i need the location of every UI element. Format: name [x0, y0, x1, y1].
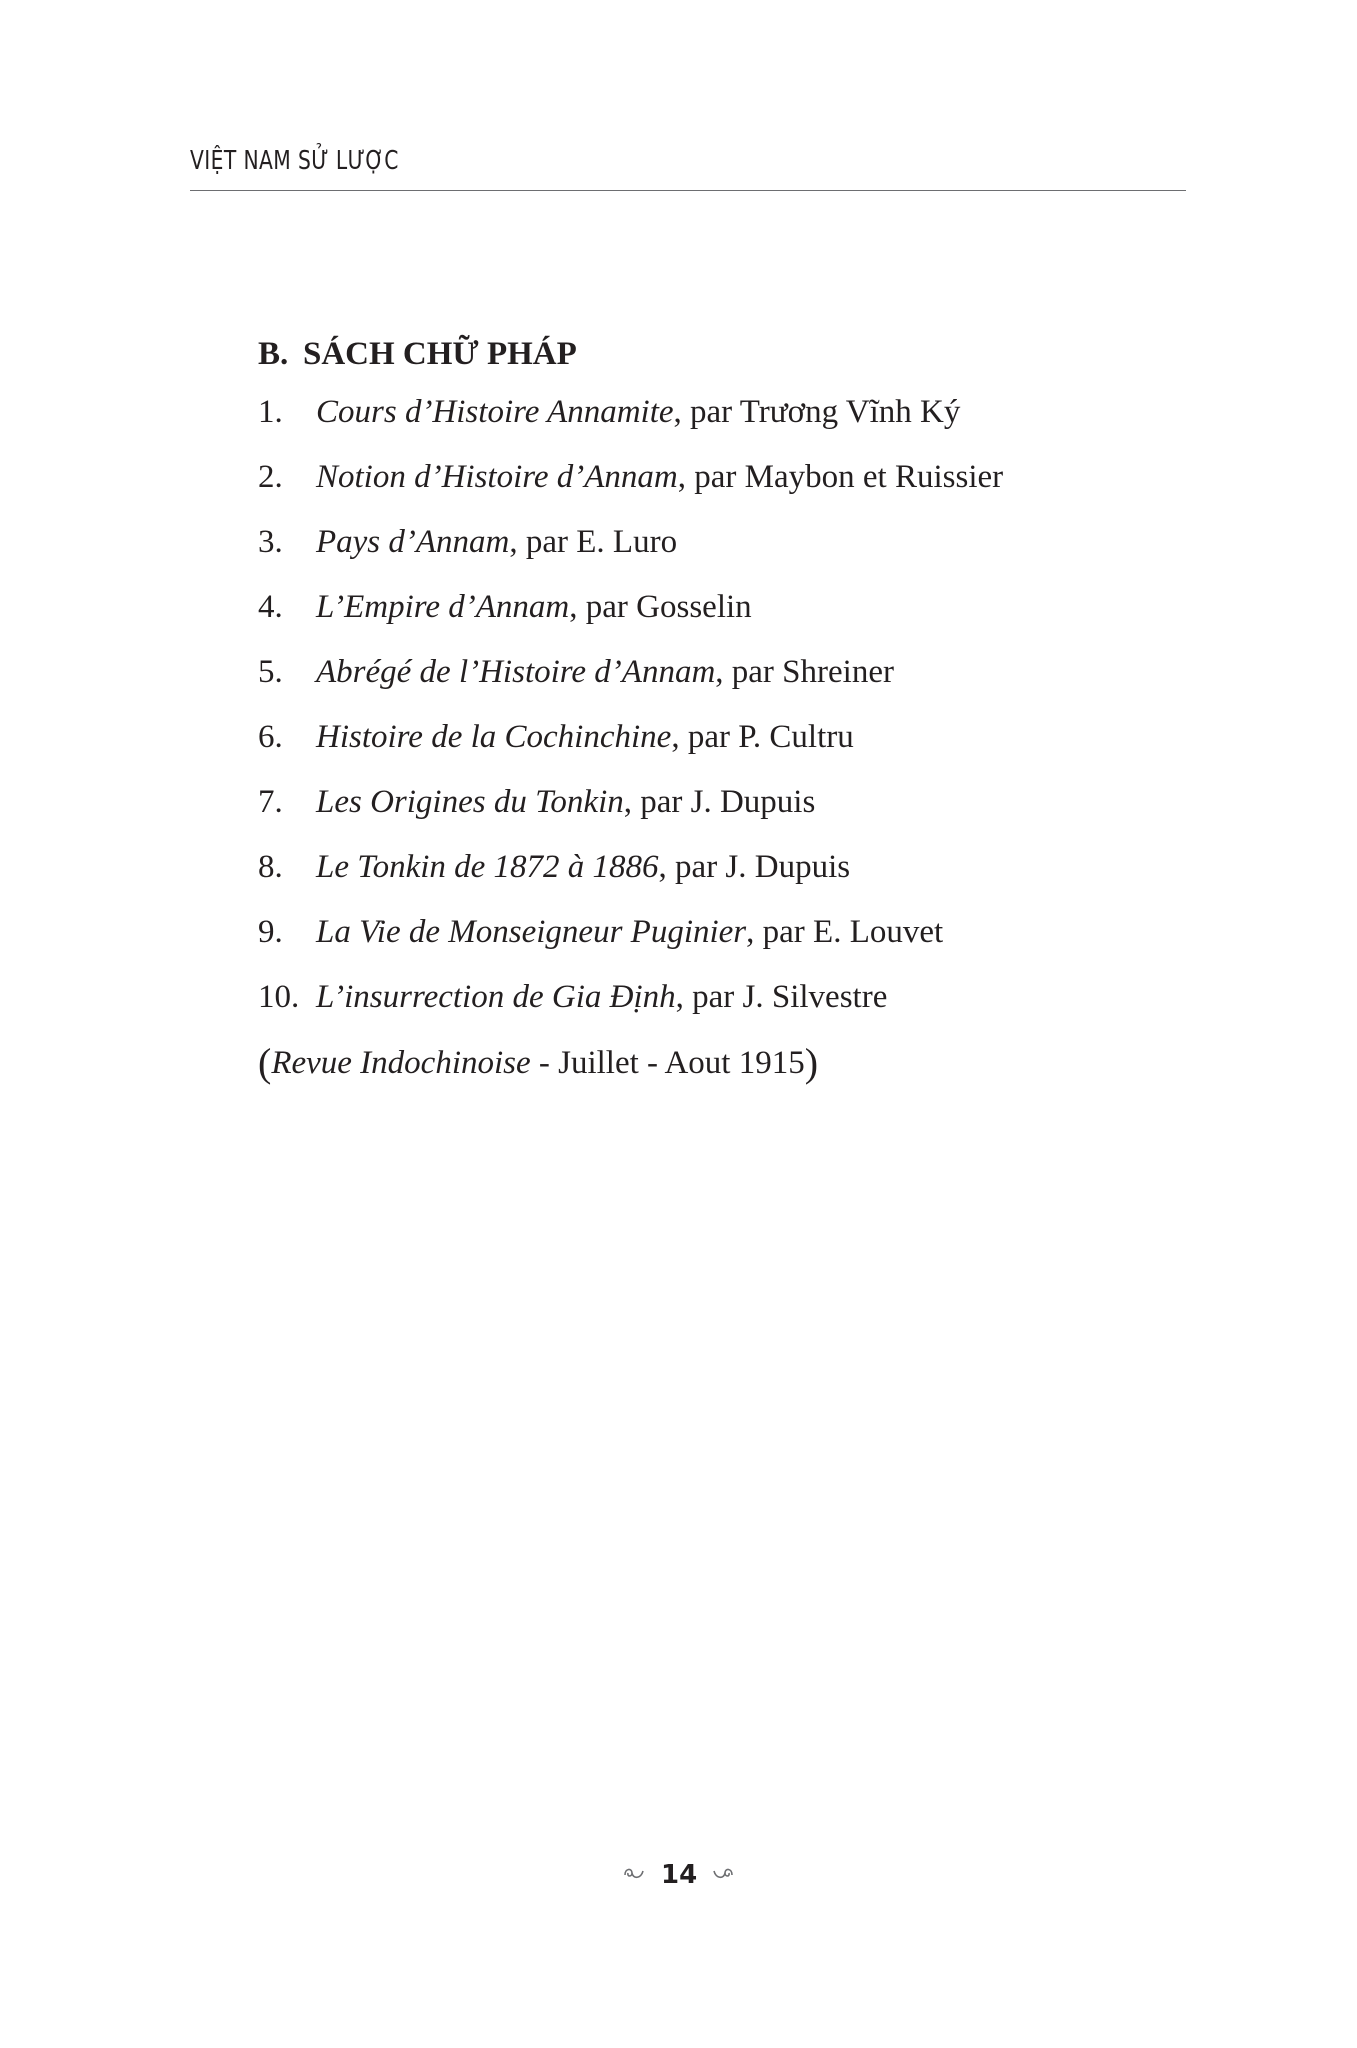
reference-item [258, 770, 1158, 835]
reference-title: Histoire de la Cochinchine [316, 719, 672, 755]
reference-list [258, 380, 1158, 1030]
reference-author: , par Shreiner [715, 654, 894, 690]
reference-author: , par J. Dupuis [658, 849, 851, 885]
left-ornament-icon [623, 1862, 651, 1886]
reference-author: , par P. Cultru [671, 719, 854, 755]
journal-date: - Juillet - Aout 1915 [530, 1045, 805, 1081]
reference-item [258, 640, 1158, 705]
reference-number: 9. [258, 914, 283, 950]
reference-author: , par E. Louvet [746, 914, 944, 950]
page-footer [0, 1860, 1357, 1890]
reference-item [258, 965, 1158, 1030]
reference-title: L’insurrection de Gia Định [316, 979, 676, 1015]
bibliography-section [258, 328, 1158, 1095]
reference-author: , par E. Luro [509, 524, 678, 560]
reference-item [258, 575, 1158, 640]
reference-number: 2. [258, 459, 283, 495]
reference-author: , par J. Dupuis [623, 784, 816, 820]
reference-title: L’Empire d’Annam [316, 589, 570, 625]
header-rule [190, 190, 1186, 191]
close-paren: ) [804, 1040, 819, 1085]
section-heading [258, 328, 1158, 380]
reference-title: Cours d’Histoire Annamite [316, 394, 674, 430]
reference-author: , par Maybon et Ruissier [677, 459, 1004, 495]
section-letter: B. [258, 336, 289, 372]
reference-title: Le Tonkin de 1872 à 1886 [316, 849, 659, 885]
running-head-title: VIỆT NAM SỬ LƯỢC [190, 146, 399, 176]
section-title: SÁCH CHỮ PHÁP [303, 336, 577, 372]
reference-number: 3. [258, 524, 283, 560]
reference-title: La Vie de Monseigneur Puginier [316, 914, 747, 950]
open-paren: ( [258, 1040, 272, 1085]
right-ornament-icon [712, 1862, 734, 1886]
page-number: 14 [661, 1860, 698, 1890]
reference-title: Notion d’Histoire d’Annam [316, 459, 678, 495]
reference-item [258, 445, 1158, 510]
reference-title: Pays d’Annam [316, 524, 510, 560]
reference-title: Abrégé de l’Histoire d’Annam [316, 654, 716, 690]
reference-author: , par J. Silvestre [675, 979, 888, 1015]
reference-author: , par Gosselin [569, 589, 752, 625]
reference-number: 1. [258, 394, 283, 430]
reference-number: 8. [258, 849, 283, 885]
reference-number: 4. [258, 589, 283, 625]
reference-item [258, 835, 1158, 900]
journal-title: Revue Indochinoise [271, 1045, 531, 1081]
reference-item [258, 380, 1158, 445]
reference-item [258, 705, 1158, 770]
reference-item [258, 510, 1158, 575]
source-note [258, 1030, 1158, 1095]
reference-number: 10. [258, 979, 300, 1015]
reference-title: Les Origines du Tonkin [316, 784, 624, 820]
reference-number: 6. [258, 719, 283, 755]
reference-number: 7. [258, 784, 283, 820]
reference-number: 5. [258, 654, 283, 690]
reference-author: , par Trương Vĩnh Ký [673, 394, 961, 430]
reference-item [258, 900, 1158, 965]
